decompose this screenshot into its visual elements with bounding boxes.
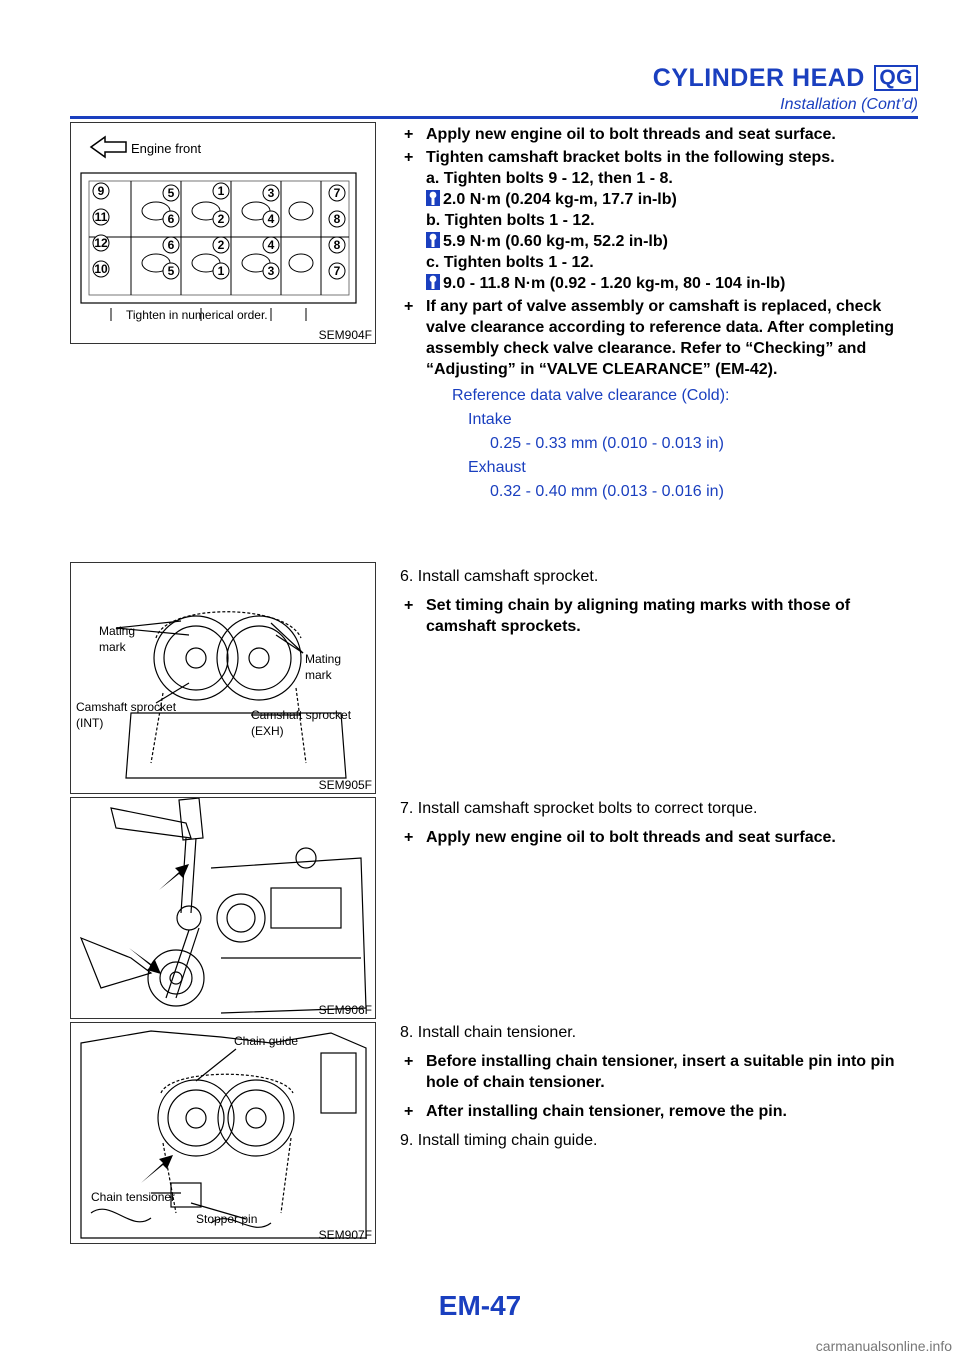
- svg-text:3: 3: [267, 264, 275, 278]
- list-item: [400, 124, 915, 145]
- svg-text:3: 3: [267, 186, 275, 200]
- chain-guide-label: Chain guide: [234, 1034, 299, 1048]
- svg-text:2: 2: [217, 212, 225, 226]
- tighten-order-label: Tighten in numerical order.: [126, 308, 268, 322]
- sprocket-int-label-2: (INT): [76, 716, 104, 730]
- svg-text:11: 11: [94, 210, 108, 224]
- list-item: [400, 827, 915, 848]
- page-number: EM-47: [438, 1290, 522, 1321]
- bullet-text: After installing chain tensioner, remove the pin.: [426, 1103, 787, 1120]
- svg-text:2: 2: [217, 238, 225, 252]
- step-9: 9. Install timing chain guide.: [400, 1132, 598, 1149]
- engine-badge: QG: [874, 65, 918, 91]
- svg-text:10: 10: [94, 262, 108, 276]
- watermark: carmanualsonline.info: [815, 1338, 952, 1354]
- mating-mark-label-1: Mating: [99, 624, 136, 638]
- bullet-text: Set timing chain by aligning mating marks with those of camshaft sprockets.: [426, 597, 851, 635]
- figure-caption: SEM907F: [318, 1228, 372, 1242]
- arrow-icon: [159, 864, 189, 890]
- bullet-text: If any part of valve assembly or camshaft is replaced, check valve clearance according to reference data. After completing assembly check valve clearance. Refer to “Checking” and “Adjusting” in “VALVE CLEARANCE” (EM-42).: [426, 298, 895, 378]
- figure-chain-tensioner: [70, 1022, 376, 1244]
- svg-text:9: 9: [97, 184, 105, 198]
- intake-value: 0.25 - 0.33 mm (0.010 - 0.013 in): [490, 435, 724, 452]
- svg-text:4: 4: [267, 238, 275, 252]
- intake-label: Intake: [468, 411, 512, 428]
- svg-text:5: 5: [167, 264, 175, 278]
- camshaft-sprocket-diagram: [71, 563, 375, 793]
- bullet-text: Apply new engine oil to bolt threads and seat surface.: [426, 829, 836, 846]
- torque-wrench-icon: [426, 190, 440, 206]
- mating-mark-label-4: mark: [305, 668, 332, 682]
- title-text: CYLINDER HEAD: [652, 64, 865, 92]
- stopper-pin-label: Stopper pin: [196, 1212, 258, 1226]
- figure-camshaft-sprocket: [70, 562, 376, 794]
- list-item: [400, 595, 915, 637]
- engine-front-label: Engine front: [131, 141, 202, 156]
- torque-wrench-icon: [426, 232, 440, 248]
- step-a-text: a. Tighten bolts 9 - 12, then 1 - 8.: [426, 170, 673, 187]
- list-item: [400, 1051, 915, 1093]
- torque-b: 5.9 N·m (0.60 kg-m, 52.2 in-lb): [426, 231, 915, 252]
- mating-mark-label-2: mark: [99, 640, 126, 654]
- step-8: 8. Install chain tensioner.: [400, 1024, 577, 1041]
- figure-caption: SEM904F: [318, 328, 372, 342]
- svg-text:12: 12: [94, 236, 108, 250]
- sprocket-exh-label-2: (EXH): [251, 724, 284, 738]
- bullet-text: Before installing chain tensioner, insert a suitable pin into pin hole of chain tensioner.: [426, 1053, 895, 1091]
- exhaust-value: 0.32 - 0.40 mm (0.013 - 0.016 in): [490, 483, 724, 500]
- section-sprocket-bolts: [400, 798, 915, 850]
- list-item: [400, 296, 915, 380]
- step-7: 7. Install camshaft sprocket bolts to correct torque.: [400, 800, 758, 817]
- header-rule: [70, 116, 918, 119]
- svg-text:8: 8: [333, 238, 341, 252]
- step-6: 6. Install camshaft sprocket.: [400, 568, 599, 585]
- svg-text:8: 8: [333, 212, 341, 226]
- list-item: [400, 147, 915, 294]
- svg-text:1: 1: [217, 184, 225, 198]
- list-item: [400, 1101, 915, 1122]
- torque-a: 2.0 N·m (0.204 kg-m, 17.7 in-lb): [426, 189, 915, 210]
- torque-c: 9.0 - 11.8 N·m (0.92 - 1.20 kg-m, 80 - 104 in-lb): [426, 273, 915, 294]
- exhaust-label: Exhaust: [468, 459, 526, 476]
- svg-text:6: 6: [167, 212, 175, 226]
- page-title: [653, 64, 918, 93]
- sprocket-bolts-diagram: [71, 798, 375, 1018]
- bullet-text: + Tighten camshaft bracket bolts in the following steps.: [426, 149, 835, 166]
- svg-text:7: 7: [333, 264, 341, 278]
- svg-text:6: 6: [167, 238, 175, 252]
- mating-mark-label-3: Mating: [305, 652, 342, 666]
- bullet-text: Apply new engine oil to bolt threads and seat surface.: [426, 126, 836, 143]
- chain-tensioner-diagram: [71, 1023, 375, 1243]
- reference-title: Reference data valve clearance (Cold):: [452, 387, 730, 404]
- chain-tensioner-label: Chain tensioner: [91, 1190, 176, 1204]
- section-camshaft-bracket: [400, 124, 915, 504]
- figure-caption: SEM905F: [318, 778, 372, 792]
- page-subtitle: Installation (Cont’d): [780, 96, 918, 113]
- torque-wrench-icon: [426, 274, 440, 290]
- svg-text:4: 4: [267, 212, 275, 226]
- figure-caption: SEM906F: [318, 1003, 372, 1017]
- arrow-left-icon: [91, 137, 126, 157]
- step-b-text: b. Tighten bolts 1 - 12.: [426, 212, 595, 229]
- figure-sprocket-bolts: [70, 797, 376, 1019]
- step-c-text: c. Tighten bolts 1 - 12.: [426, 254, 594, 271]
- svg-text:5: 5: [167, 186, 175, 200]
- camshaft-bracket-diagram: [71, 123, 375, 343]
- arrow-icon: [129, 948, 161, 974]
- figure-camshaft-bracket-bolts: [70, 122, 376, 344]
- sprocket-exh-label-1: Camshaft sprocket: [251, 708, 352, 722]
- svg-text:1: 1: [217, 264, 225, 278]
- sprocket-int-label-1: Camshaft sprocket: [76, 700, 177, 714]
- section-camshaft-sprocket: [400, 566, 915, 639]
- svg-text:7: 7: [333, 186, 341, 200]
- section-chain-tensioner: [400, 1022, 915, 1159]
